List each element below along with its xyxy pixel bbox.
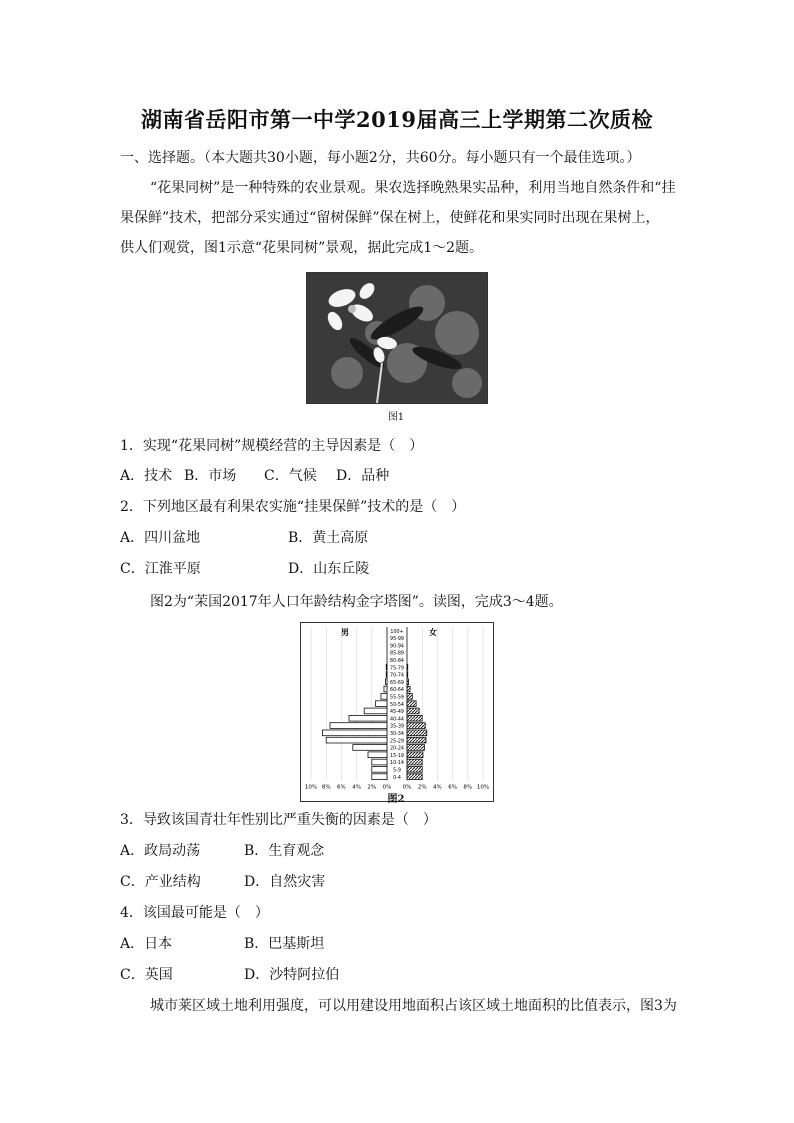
female-bar-35-39 (407, 723, 425, 729)
q1-option-b: B．市场 (184, 468, 237, 484)
age-group-label: 100+ (390, 629, 404, 635)
intro-3: 城市莱区域土地利用强度，可以用建设用地面积占该区域土地面积的比值表示，图3为 (150, 998, 677, 1014)
q3-option-a: A．政局动荡 (120, 843, 201, 859)
age-group-label: 75-79 (390, 666, 404, 672)
age-group-label: 95-99 (390, 637, 404, 643)
q4-option-a: A．日本 (120, 936, 173, 952)
male-bar-50-54 (376, 701, 387, 707)
male-bar-40-44 (349, 715, 387, 721)
age-group-label: 50-54 (390, 702, 404, 708)
male-bar-5-9 (372, 767, 387, 773)
q2-option-c: C．江淮平原 (120, 561, 201, 577)
axis-tick-label: 0% (382, 784, 392, 791)
age-group-label: 65-69 (390, 680, 404, 686)
male-bar-20-24 (353, 745, 387, 751)
question-1-stem: 1．实现“花果同树”规模经营的主导因素是（ ） (120, 438, 424, 454)
q4-option-c: C．英国 (120, 967, 173, 983)
question-4-stem: 4．该国最可能是（ ） (120, 905, 269, 921)
q2-option-d: D．山东丘陵 (288, 561, 370, 577)
axis-tick-label: 10% (476, 784, 490, 791)
figure-2-caption: 图2 (387, 794, 405, 805)
female-bar-30-34 (407, 730, 427, 736)
age-group-label: 15-19 (390, 753, 404, 759)
male-bar-15-19 (368, 752, 387, 758)
age-group-label: 70-74 (390, 673, 404, 679)
female-bar-55-59 (407, 694, 412, 700)
q4-option-d: D．沙特阿拉伯 (244, 967, 340, 983)
axis-tick-label: 2% (367, 784, 377, 791)
axis-tick-label: 2% (417, 784, 427, 791)
intro-line-3: 供人们观赏，图1示意“花果同树”景观，据此完成1～2题。 (120, 240, 484, 256)
female-bar-25-29 (407, 737, 426, 743)
male-bar-65-69 (385, 679, 387, 685)
male-label: 男 (341, 627, 349, 637)
female-bar-65-69 (407, 679, 409, 685)
male-bar-55-59 (381, 694, 387, 700)
age-group-label: 30-34 (390, 732, 404, 737)
q3-option-c: C．产业结构 (120, 874, 201, 890)
age-group-label: 55-59 (390, 695, 404, 701)
age-group-label: 60-64 (390, 688, 404, 694)
figure-1-caption: 图1 (387, 412, 405, 423)
age-group-label: 35-39 (390, 724, 404, 730)
intro-2: 图2为“茉国2017年人口年龄结构金字塔图”。读图，完成3～4题。 (150, 594, 563, 610)
male-bar-30-34 (322, 730, 387, 736)
male-bar-75-79 (386, 664, 387, 670)
female-bar-45-49 (407, 708, 419, 714)
age-group-label: 80-84 (390, 659, 404, 664)
male-bar-10-14 (372, 759, 387, 765)
question-2-stem: 2．下列地区最有利果农实施“挂果保鲜”技术的是（ ） (120, 499, 466, 515)
female-bar-40-44 (407, 715, 422, 721)
male-bar-60-64 (384, 686, 387, 692)
q2-option-b: B．黄土高原 (288, 530, 369, 546)
axis-tick-label: 4% (433, 784, 442, 791)
q2-option-a: A．四川盆地 (120, 530, 201, 546)
q1-option-d: D．品种 (336, 468, 390, 484)
male-bar-45-49 (364, 708, 387, 714)
figure-2-pyramid (300, 622, 494, 802)
male-bar-70-74 (386, 672, 387, 678)
age-group-label: 5-9 (393, 768, 401, 774)
axis-tick-label: 8% (463, 784, 473, 791)
axis-tick-label: 10% (304, 784, 318, 791)
female-bar-0-4 (407, 774, 422, 780)
intro-line-2: 果保鲜”技术，把部分采实通过“留树保鲜”保在树上，使鲜花和果实同时出现在果树上， (120, 210, 660, 226)
male-bar-35-39 (330, 723, 387, 729)
age-group-label: 0-4 (393, 775, 401, 781)
age-group-label: 10-14 (390, 761, 404, 767)
female-bar-10-14 (407, 759, 422, 765)
q3-option-d: D．自然灾害 (244, 874, 326, 890)
axis-tick-label: 6% (337, 784, 346, 791)
age-group-label: 40-44 (390, 717, 404, 723)
female-bar-20-24 (407, 745, 424, 751)
q1-option-a: A．技术 (120, 468, 173, 484)
female-bar-5-9 (407, 767, 422, 773)
intro-line-1: “花果同树”是一种特殊的农业景观。果农选择晚熟果实品种，利用当地自然条件和“挂 (150, 180, 676, 196)
population-pyramid-chart (301, 623, 493, 801)
female-bar-50-54 (407, 701, 416, 707)
male-bar-25-29 (326, 737, 387, 743)
female-bar-15-19 (407, 752, 423, 758)
age-group-label: 85-89 (390, 651, 404, 657)
q1-option-c: C．气候 (264, 468, 317, 484)
female-bar-75-79 (407, 664, 408, 670)
female-bar-60-64 (407, 686, 410, 692)
axis-tick-label: 4% (352, 784, 361, 791)
male-bar-0-4 (372, 774, 387, 780)
q3-option-b: B．生育观念 (244, 843, 325, 859)
q4-option-b: B．巴基斯坦 (244, 936, 325, 952)
axis-tick-label: 6% (448, 784, 457, 791)
age-group-label: 90-94 (390, 644, 404, 650)
age-group-label: 25-29 (390, 739, 404, 745)
section-heading: 一、选择题。（本大题共30小题，每小题2分，共60分。每小题只有一个最佳选项。） (120, 150, 641, 166)
female-bar-70-74 (407, 672, 408, 678)
female-label: 女 (429, 627, 437, 637)
question-3-stem: 3．导致该国青壮年性别比严重失衡的因素是（ ） (120, 812, 437, 828)
axis-tick-label: 0% (402, 784, 412, 791)
axis-tick-label: 8% (321, 784, 331, 791)
page-title: 湖南省岳阳市第一中学2019届高三上学期第二次质检 (141, 107, 653, 132)
age-group-label: 45-49 (390, 710, 404, 716)
figure-1-photo (306, 272, 488, 404)
age-group-label: 20-24 (390, 746, 404, 752)
flower-fruit-photo (307, 273, 487, 403)
